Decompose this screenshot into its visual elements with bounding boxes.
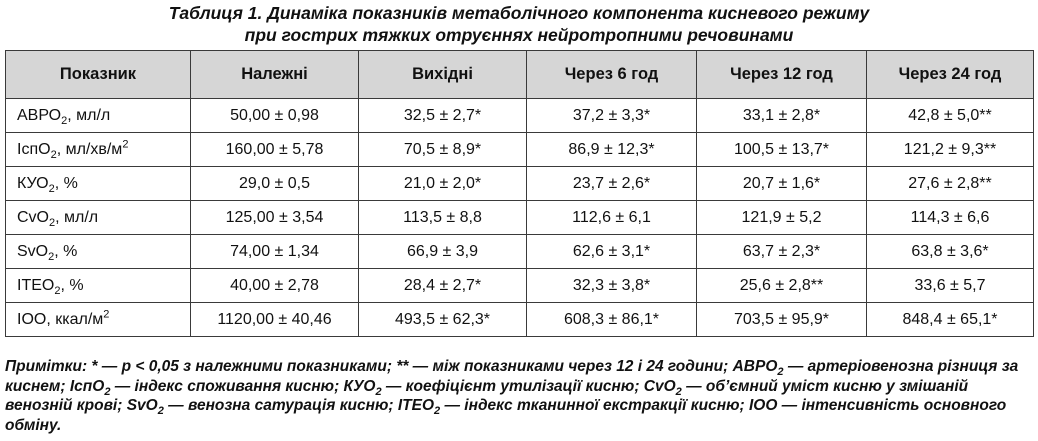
value-cell: 114,3 ± 6,6: [867, 201, 1034, 235]
notes-text: — індекс тканинної екстракції кисню; ІОО — інтенсивність основного обміну.: [5, 397, 1007, 434]
param-subscript: 2: [48, 250, 55, 263]
table-row: [6, 269, 1034, 303]
notes-subscript: 2: [375, 385, 382, 398]
value-cell: 33,6 ± 5,7: [867, 269, 1034, 303]
param-subscript: 2: [54, 284, 61, 297]
param-subscript: 2: [50, 148, 57, 161]
value-cell: 32,5 ± 2,7*: [359, 99, 527, 133]
value-cell: 113,5 ± 8,8: [359, 201, 527, 235]
notes-text: — коефіцієнт утилізації кисню; CvO: [381, 377, 676, 395]
table-row: [6, 201, 1034, 235]
value-cell: 703,5 ± 95,9*: [697, 303, 867, 337]
param-cell: [6, 133, 191, 167]
notes-text: Примітки: * — р < 0,05 з належними показниками; ** — між показниками через 12 і 24 години; АВРО: [5, 358, 778, 375]
param-cell: [6, 303, 191, 337]
param-unit: , ккал/м: [46, 310, 104, 328]
notes-text: — венозна сатурація кисню; ІТЕО: [163, 397, 435, 414]
value-cell: 160,00 ± 5,78: [191, 133, 359, 167]
param-unit: , мл/л: [67, 106, 111, 124]
param-unit: , %: [60, 276, 84, 294]
value-cell: 74,00 ± 1,34: [191, 235, 359, 269]
value-cell: 37,2 ± 3,3*: [527, 99, 697, 133]
param-name: КУО: [17, 174, 49, 192]
table-row: [6, 167, 1034, 201]
table-caption: [0, 2, 1038, 46]
value-cell: 23,7 ± 2,6*: [527, 167, 697, 201]
table-row: [6, 303, 1034, 337]
param-cell: [6, 99, 191, 133]
value-cell: 121,2 ± 9,3**: [867, 133, 1034, 167]
header-param: Показник: [6, 51, 191, 99]
value-cell: 1120,00 ± 40,46: [191, 303, 359, 337]
table-notes: [5, 357, 1035, 435]
header-24h: Через 24 год: [867, 51, 1034, 99]
header-6h: Через 6 год: [527, 51, 697, 99]
value-cell: 70,5 ± 8,9*: [359, 133, 527, 167]
header-baseline: Вихідні: [359, 51, 527, 99]
value-cell: 21,0 ± 2,0*: [359, 167, 527, 201]
param-name: ІспО: [17, 140, 51, 158]
param-unit: , %: [54, 174, 78, 192]
param-name: CvO: [17, 208, 49, 226]
value-cell: 29,0 ± 0,5: [191, 167, 359, 201]
param-cell: [6, 167, 191, 201]
param-superscript: 2: [122, 138, 129, 151]
value-cell: 63,7 ± 2,3*: [697, 235, 867, 269]
notes-text: — об’ємний уміст кисню у змішаній венозній крові; SvO: [5, 377, 969, 414]
notes-subscript: 2: [777, 366, 784, 379]
table-row: [6, 235, 1034, 269]
value-cell: 27,6 ± 2,8**: [867, 167, 1034, 201]
caption-line-1: Таблиця 1. Динаміка показників метаболічного компонента кисневого режиму: [168, 3, 870, 23]
param-cell: [6, 235, 191, 269]
param-unit: , мл/хв/м: [56, 140, 123, 158]
value-cell: 848,4 ± 65,1*: [867, 303, 1034, 337]
param-name: SvO: [17, 242, 49, 260]
value-cell: 66,9 ± 3,9: [359, 235, 527, 269]
value-cell: 100,5 ± 13,7*: [697, 133, 867, 167]
notes-subscript: 2: [675, 385, 682, 398]
data-table: [5, 50, 1034, 337]
notes-text: — артеріовенозна різниця за киснем; ІспО: [5, 358, 1019, 395]
value-cell: 25,6 ± 2,8**: [697, 269, 867, 303]
param-name: ІТЕО: [17, 276, 55, 294]
param-unit: , мл/л: [55, 208, 99, 226]
value-cell: 28,4 ± 2,7*: [359, 269, 527, 303]
value-cell: 42,8 ± 5,0**: [867, 99, 1034, 133]
value-cell: 32,3 ± 3,8*: [527, 269, 697, 303]
value-cell: 33,1 ± 2,8*: [697, 99, 867, 133]
param-subscript: 2: [61, 114, 68, 127]
caption-line-2: при гострих тяжких отруєннях нейротропними речовинами: [244, 25, 794, 45]
header-row: [6, 51, 1034, 99]
param-subscript: 2: [49, 216, 56, 229]
value-cell: 40,00 ± 2,78: [191, 269, 359, 303]
param-unit: , %: [54, 242, 78, 260]
value-cell: 62,6 ± 3,1*: [527, 235, 697, 269]
value-cell: 20,7 ± 1,6*: [697, 167, 867, 201]
notes-subscript: 2: [434, 405, 441, 418]
value-cell: 125,00 ± 3,54: [191, 201, 359, 235]
value-cell: 86,9 ± 12,3*: [527, 133, 697, 167]
value-cell: 121,9 ± 5,2: [697, 201, 867, 235]
header-normal: Належні: [191, 51, 359, 99]
notes-text: — індекс споживання кисню; КУО: [110, 377, 376, 395]
param-subscript: 2: [48, 182, 55, 195]
param-name: ІОО: [17, 310, 47, 328]
value-cell: 608,3 ± 86,1*: [527, 303, 697, 337]
value-cell: 493,5 ± 62,3*: [359, 303, 527, 337]
value-cell: 63,8 ± 3,6*: [867, 235, 1034, 269]
notes-subscript: 2: [157, 405, 164, 418]
param-superscript: 2: [103, 308, 110, 321]
header-12h: Через 12 год: [697, 51, 867, 99]
notes-subscript: 2: [104, 385, 111, 398]
param-cell: [6, 201, 191, 235]
param-cell: [6, 269, 191, 303]
value-cell: 112,6 ± 6,1: [527, 201, 697, 235]
table-row: [6, 99, 1034, 133]
value-cell: 50,00 ± 0,98: [191, 99, 359, 133]
table-row: [6, 133, 1034, 167]
param-name: АВРО: [17, 106, 62, 124]
